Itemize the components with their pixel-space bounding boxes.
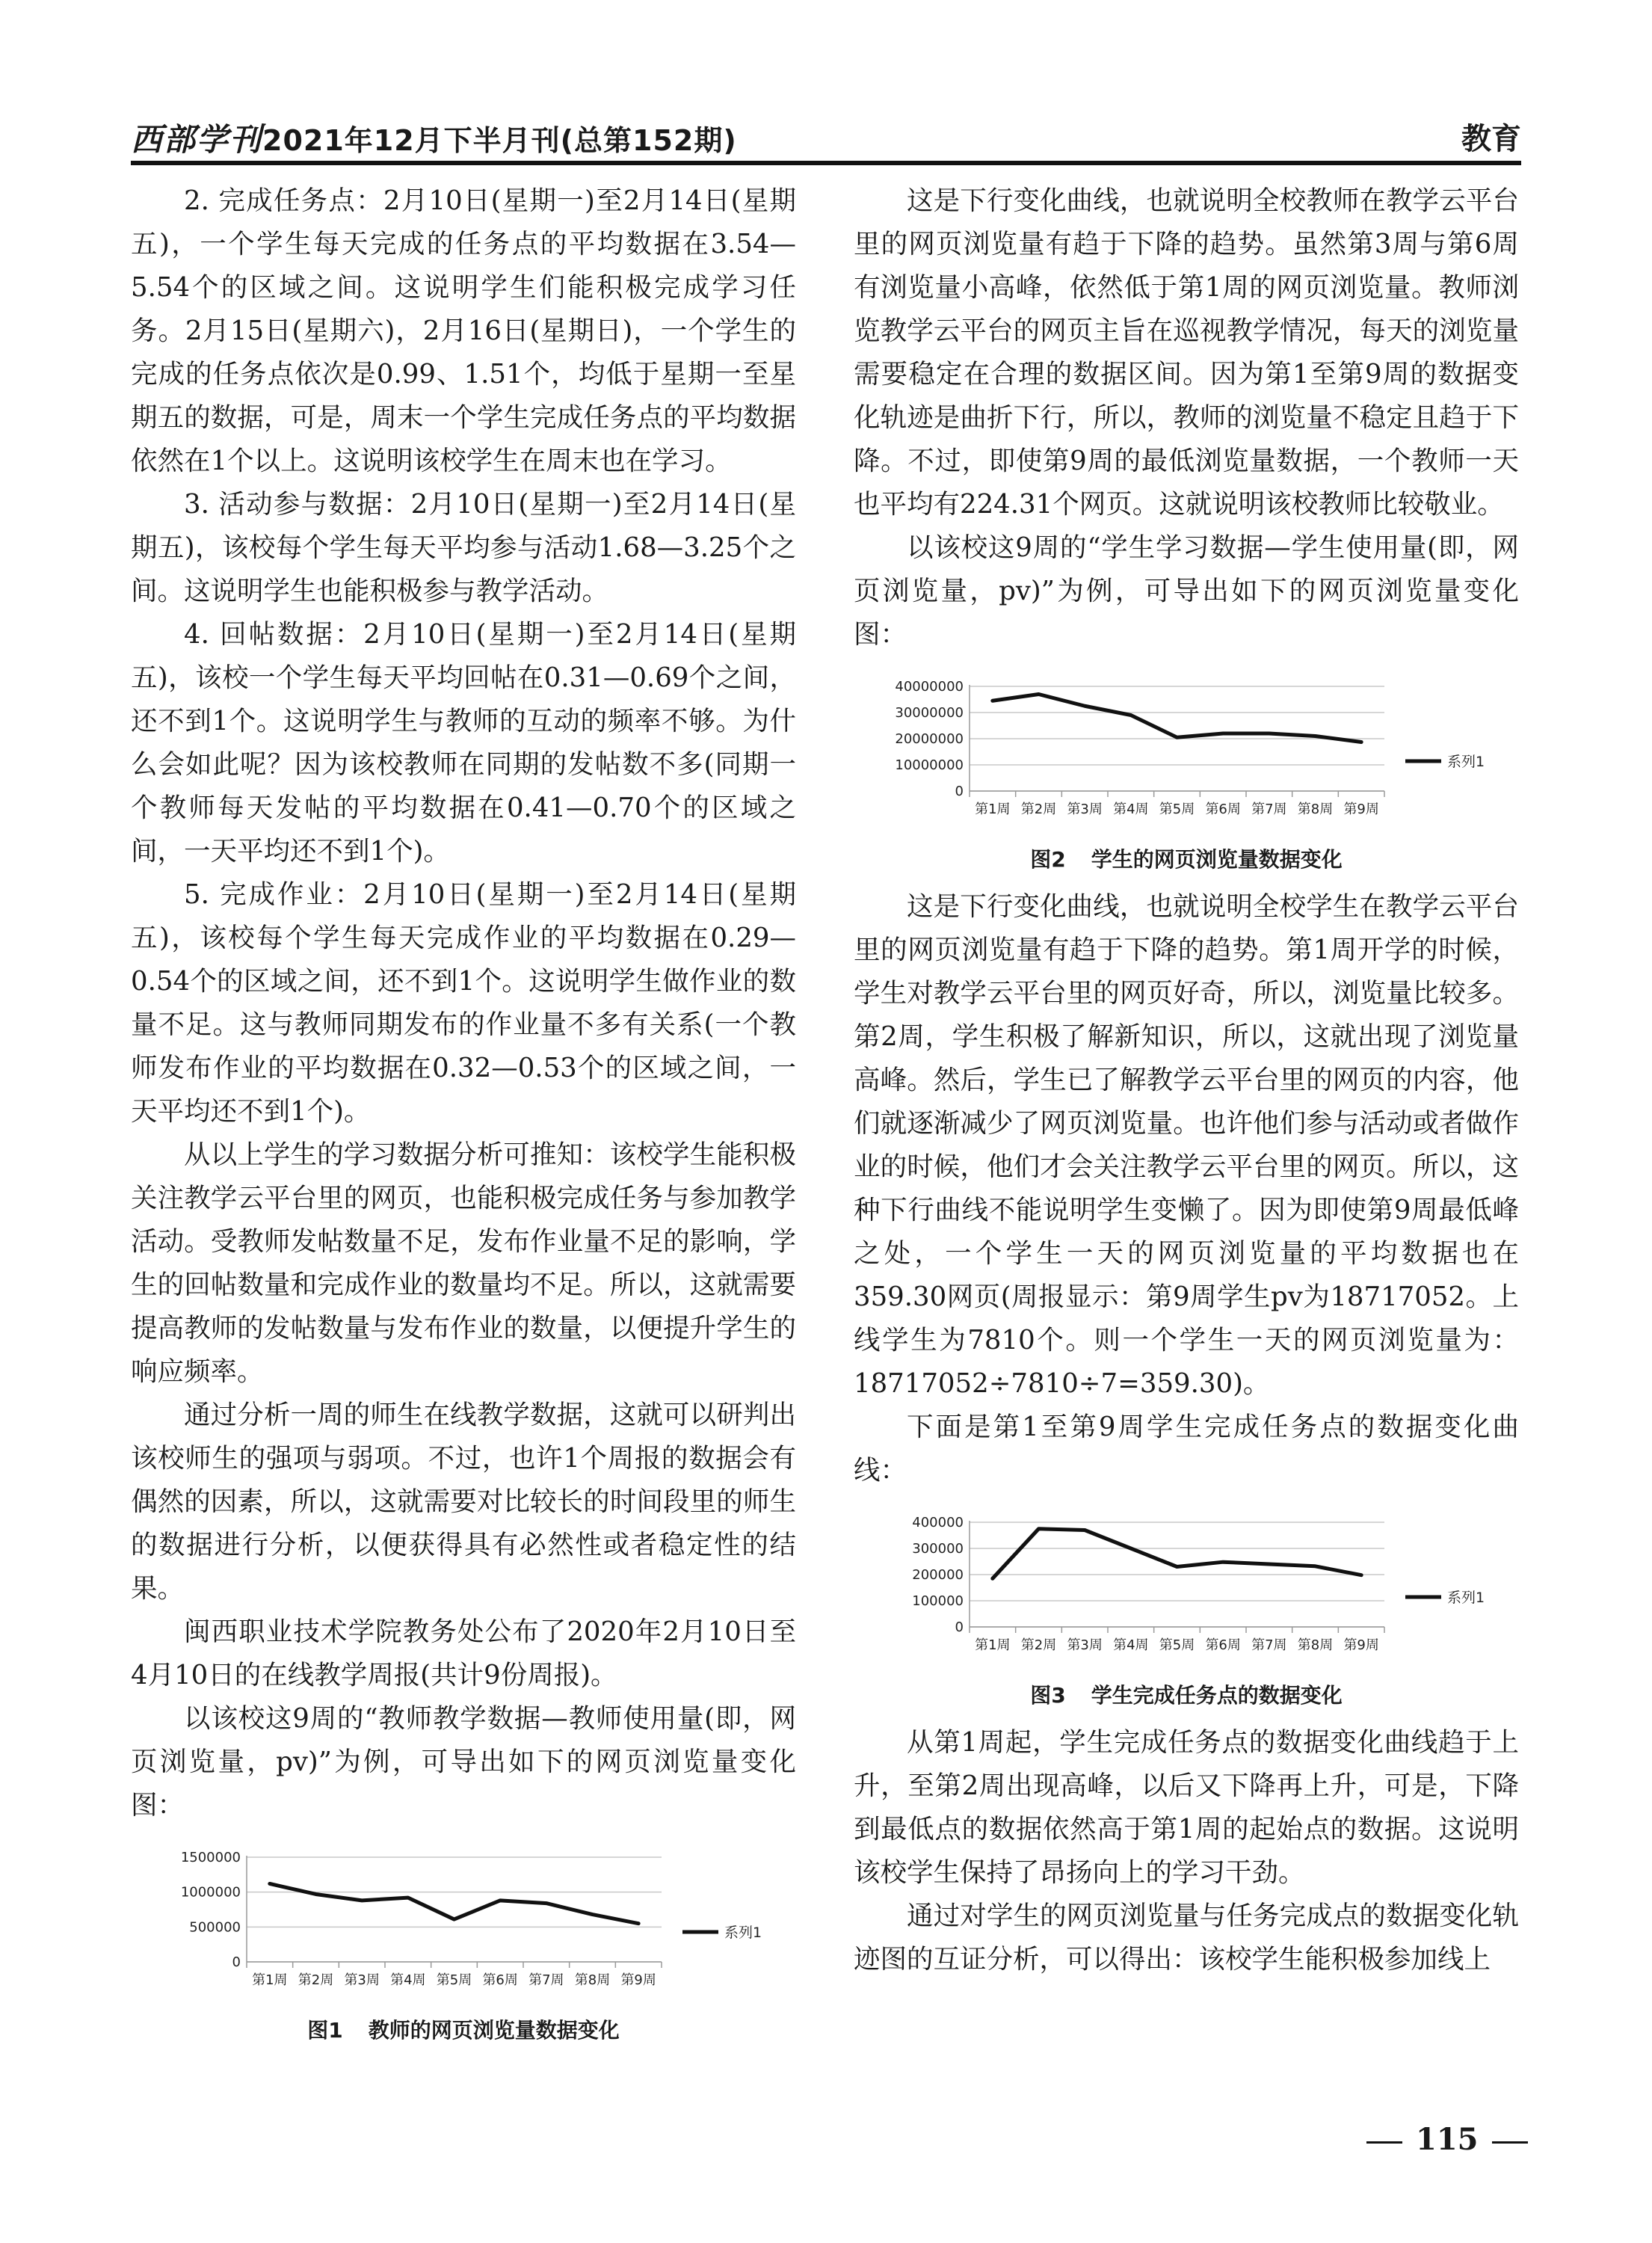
x-tick-label: 第3周 [1067, 1637, 1103, 1653]
figure-2-caption [854, 845, 1519, 875]
data-point [1176, 1566, 1179, 1569]
x-tick-label: 第9周 [1343, 801, 1379, 817]
left-column [131, 179, 796, 2056]
x-tick-label: 第8周 [574, 1972, 611, 1988]
data-point [637, 1922, 640, 1925]
paragraph: 以该校这9周的“学生学习数据—学生使用量(即，网页浏览量，pv)”为例，可导出如下的网页浏览量变化图： [854, 532, 1519, 650]
x-tick-label: 第6周 [1205, 801, 1241, 817]
issue-info: 2021年12月下半月刊(总第152期) [262, 124, 737, 157]
page-header [131, 112, 1521, 157]
x-tick-label: 第3周 [344, 1972, 380, 1988]
x-tick-label: 第1周 [975, 1637, 1011, 1653]
paragraph: 从第1周起，学生完成任务点的数据变化曲线趋于上升，至第2周出现高峰，以后又下降再上升，可是，下降到最低点的数据依然高于第1周的起始点的数据。这说明该校学生保持了昂扬向上的学习干劲。 [854, 1727, 1519, 1888]
y-tick-label: 0 [955, 784, 964, 799]
data-point [1314, 735, 1317, 738]
paragraph: 从以上学生的学习数据分析可推知：该校学生能积极关注教学云平台里的网页，也能积极完成任务与参加教学活动。受教师发帖数量不足，发布作业量不足的影响，学生的回帖数量和完成作业的数量均不足。所以，这就需要提高教师的发帖数量与发布作业的数量，以便提升学生的响应频率。 [131, 1139, 796, 1387]
header-rule [131, 161, 1521, 165]
page-number [1353, 2122, 1541, 2157]
x-tick-label: 第5周 [1159, 801, 1195, 817]
paragraph: 2. 完成任务点：2月10日(星期一)至2月14日(星期五)，一个学生每天完成的任务点的平均数据在3.54—5.54个的区域之间。这说明学生们能积极完成学习任务。2月15日(星期六)，2月16日(星期日)，一个学生的完成的任务点依次是0.99、1.51个，均低于星期一至星期五的数据，可是，周末一个学生完成任务点的平均数据依然在1个以上。这说明该校学生在周末也在学习。 [131, 185, 796, 476]
y-tick-label: 1500000 [180, 1850, 241, 1865]
data-point [1314, 1565, 1317, 1568]
paragraph: 3. 活动参与数据：2月10日(星期一)至2月14日(星期五)，该校每个学生每天平均参与活动1.68—3.25个之间。这说明学生也能积极参与教学活动。 [131, 489, 796, 606]
y-tick-label: 400000 [912, 1515, 964, 1530]
right-column [854, 179, 1519, 1981]
x-tick-label: 第6周 [1205, 1637, 1241, 1653]
y-tick-label: 30000000 [895, 705, 964, 721]
data-point [991, 1577, 994, 1580]
x-tick-label: 第6周 [482, 1972, 518, 1988]
figure-3-chart [854, 1501, 1519, 1673]
section-name: 教育 [1461, 122, 1521, 156]
data-point [591, 1913, 594, 1916]
paragraph: 这是下行变化曲线，也就说明全校学生在教学云平台里的网页浏览量有趋于下降的趋势。第1周开学的时候，学生对教学云平台里的网页好奇，所以，浏览量比较多。第2周，学生积极了解新知识，所以，这就出现了浏览量高峰。然后，学生已了解教学云平台里的网页的内容，他们就逐渐减少了网页浏览量。也许他们参与活动或者做作业的时候，他们才会关注教学云平台里的网页。所以，这种下行曲线不能说明学生变懒了。因为即使第9周最低峰之处，一个学生一天的网页浏览量的平均数据也在359.30网页(周报显示：第9周学生pv为18717052。上线学生为7810个。则一个学生一天的网页浏览量为：18717052÷7810÷7=359.30)。 [854, 891, 1519, 1399]
data-point [407, 1896, 410, 1899]
figure-number: 图3 [1030, 1683, 1066, 1708]
x-tick-label: 第9周 [620, 1972, 656, 1988]
figure-3-caption [854, 1681, 1519, 1711]
data-point [1268, 732, 1271, 735]
y-tick-label: 300000 [912, 1541, 964, 1557]
paragraph: 下面是第1至第9周学生完成任务点的数据变化曲线： [854, 1412, 1519, 1486]
data-point [1268, 1563, 1271, 1566]
x-tick-label: 第5周 [1159, 1637, 1195, 1653]
data-point [499, 1899, 502, 1902]
series-line [270, 1883, 638, 1923]
y-tick-label: 500000 [189, 1919, 241, 1936]
x-tick-label: 第2周 [1020, 801, 1057, 817]
x-tick-label: 第8周 [1297, 801, 1334, 817]
journal-logo: 西部学刊 [131, 121, 263, 158]
figure-number: 图1 [307, 2018, 343, 2043]
paragraph: 以该校这9周的“教师教学数据—教师使用量(即，网页浏览量，pv)”为例，可导出如下的网页浏览量变化图： [131, 1703, 796, 1821]
dash-left [1366, 2141, 1402, 2144]
data-point [453, 1918, 456, 1921]
x-tick-label: 第7周 [1251, 801, 1287, 817]
x-tick-label: 第4周 [390, 1972, 426, 1988]
y-tick-label: 40000000 [895, 679, 964, 695]
legend-label: 系列1 [724, 1924, 762, 1941]
data-point [1129, 714, 1132, 717]
page-number-text: 115 [1416, 2122, 1479, 2157]
data-point [1038, 693, 1041, 696]
x-tick-label: 第2周 [298, 1972, 334, 1988]
figure-number: 图2 [1030, 847, 1066, 872]
y-tick-label: 10000000 [895, 757, 964, 773]
paragraph: 这是下行变化曲线，也就说明全校教师在教学云平台里的网页浏览量有趋于下降的趋势。虽然第3周与第6周有浏览量小高峰，依然低于第1周的网页浏览量。教师浏览教学云平台的网页主旨在巡视教学情况，每天的浏览量需要稳定在合理的数据区间。因为第1至第9周的数据变化轨迹是曲折下行，所以，教师的浏览量不稳定且趋于下降。不过，即使第9周的最低浏览量数据，一个教师一天也平均有224.31个网页。这就说明该校教师比较敬业。 [854, 185, 1519, 520]
y-tick-label: 200000 [912, 1567, 964, 1583]
figure-2-chart [854, 665, 1519, 837]
y-tick-label: 100000 [912, 1593, 964, 1609]
data-point [545, 1902, 548, 1905]
series-line [993, 695, 1361, 742]
y-tick-label: 0 [232, 1954, 241, 1970]
y-tick-label: 1000000 [180, 1884, 241, 1901]
data-point [1221, 1560, 1224, 1563]
y-tick-label: 0 [955, 1619, 964, 1635]
x-tick-label: 第7周 [528, 1972, 564, 1988]
data-point [1038, 1527, 1041, 1530]
data-point [1176, 736, 1179, 739]
dash-right [1492, 2141, 1528, 2144]
x-tick-label: 第8周 [1297, 1637, 1334, 1653]
data-point [268, 1882, 271, 1885]
data-point [1360, 740, 1363, 743]
x-tick-label: 第1周 [975, 801, 1011, 817]
data-point [991, 699, 994, 702]
x-tick-label: 第2周 [1020, 1637, 1057, 1653]
figure-2 [854, 665, 1519, 875]
x-tick-label: 第4周 [1113, 1637, 1149, 1653]
data-point [360, 1899, 363, 1902]
x-tick-label: 第3周 [1067, 801, 1103, 817]
data-point [1360, 1574, 1363, 1577]
figure-1-chart [131, 1836, 796, 2008]
x-tick-label: 第4周 [1113, 801, 1149, 817]
figure-title: 学生完成任务点的数据变化 [1091, 1683, 1343, 1708]
legend-label: 系列1 [1447, 1590, 1485, 1606]
x-tick-label: 第9周 [1343, 1637, 1379, 1653]
paragraph: 通过对学生的网页浏览量与任务完成点的数据变化轨迹图的互证分析，可以得出：该校学生能积极参加线上 [854, 1901, 1519, 1975]
legend-label: 系列1 [1447, 754, 1485, 770]
journal-info [131, 115, 737, 160]
paragraph: 5. 完成作业：2月10日(星期一)至2月14日(星期五)，该校每个学生每天完成作业的平均数据在0.29—0.54个的区域之间，还不到1个。这说明学生做作业的数量不足。这与教师同期发布的作业量不多有关系(一个教师发布作业的平均数据在0.32—0.53个的区域之间，一天平均还不到1个)。 [131, 879, 796, 1127]
figure-1-caption [131, 2016, 796, 2046]
figure-title: 教师的网页浏览量数据变化 [368, 2018, 620, 2043]
figure-3 [854, 1501, 1519, 1711]
paragraph: 闽西职业技术学院教务处公布了2020年2月10日至4月10日的在线教学周报(共计9份周报)。 [131, 1616, 796, 1690]
x-tick-label: 第5周 [436, 1972, 472, 1988]
x-tick-label: 第7周 [1251, 1637, 1287, 1653]
data-point [1083, 704, 1086, 707]
figure-title: 学生的网页浏览量数据变化 [1091, 847, 1343, 872]
data-point [1083, 1529, 1086, 1532]
paragraph: 4. 回帖数据：2月10日(星期一)至2月14日(星期五)，该校一个学生每天平均回帖在0.31—0.69个之间，还不到1个。这说明学生与教师的互动的频率不够。为什么会如此呢？因为该校教师在同期的发帖数不多(同期一个教师每天发帖的平均数据在0.41—0.70个的区域之间，一天平均还不到1个)。 [131, 619, 796, 867]
y-tick-label: 20000000 [895, 731, 964, 747]
data-point [1129, 1547, 1132, 1550]
x-tick-label: 第1周 [252, 1972, 288, 1988]
series-line [993, 1529, 1361, 1579]
data-point [315, 1892, 318, 1895]
paragraph: 通过分析一周的师生在线教学数据，这就可以研判出该校师生的强项与弱项。不过，也许1个周报的数据会有偶然的因素，所以，这就需要对比较长的时间段里的师生的数据进行分析，以便获得具有必然性或者稳定性的结果。 [131, 1400, 796, 1604]
data-point [1221, 732, 1224, 735]
figure-1 [131, 1836, 796, 2046]
